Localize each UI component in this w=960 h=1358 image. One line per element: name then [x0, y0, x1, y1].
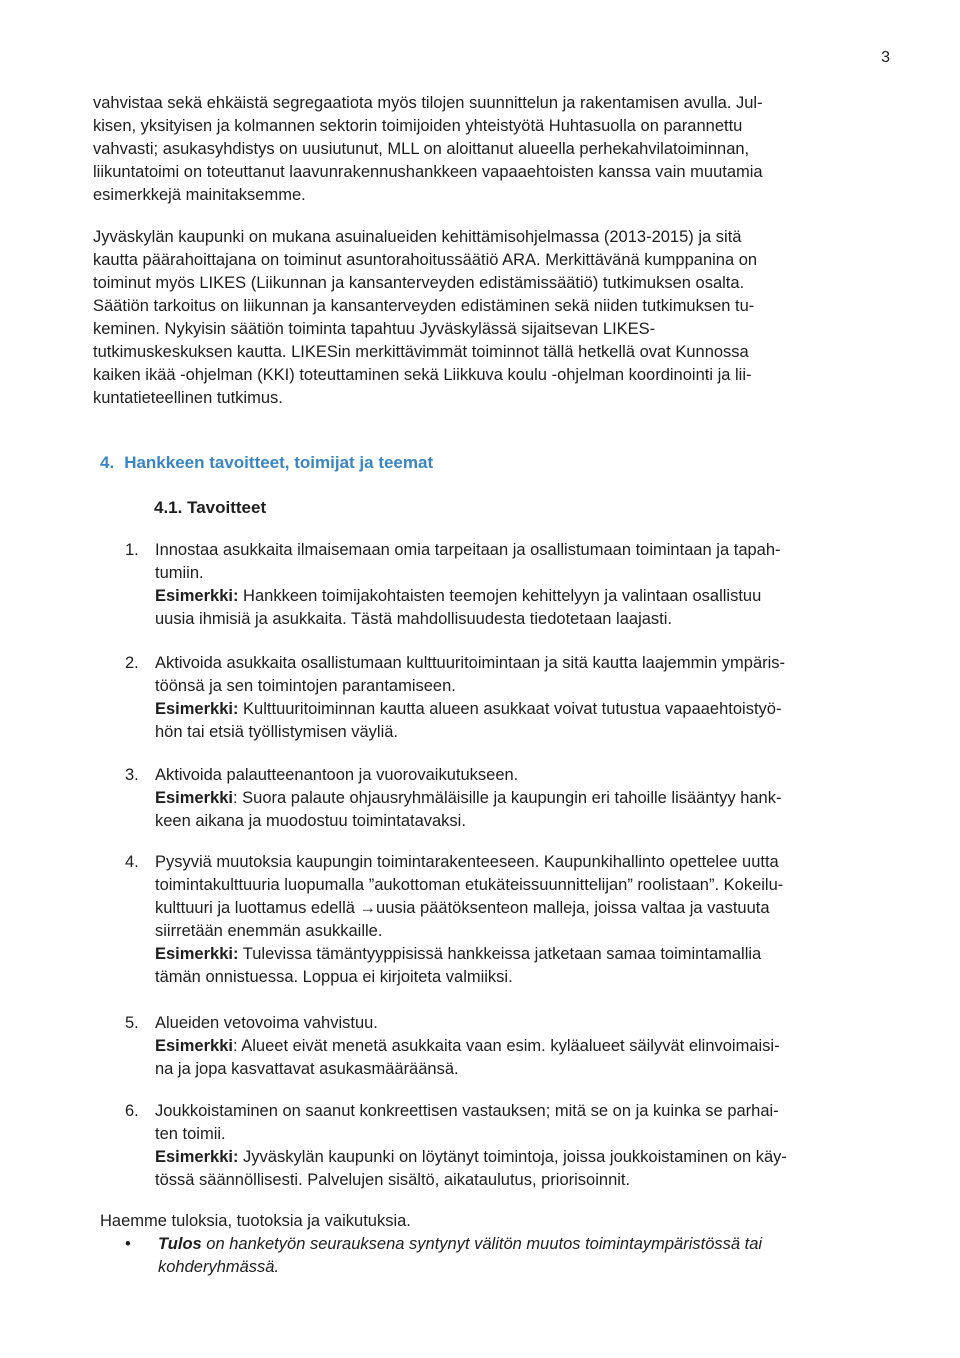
goal-number: 6. — [125, 1102, 139, 1120]
jyvaskyla-paragraph — [93, 226, 883, 410]
text-line: esimerkkejä mainitaksemme. — [93, 186, 306, 204]
goal-number: 2. — [125, 654, 139, 672]
goal-number: 5. — [125, 1014, 139, 1032]
text-line: kautta päärahoittajana on toiminut asuntorahoitussäätiö ARA. Merkittävänä kumppanina on — [93, 251, 758, 269]
goal-body — [155, 1012, 895, 1081]
bullet-line — [158, 1233, 885, 1256]
example-text: Hankkeen toimijakohtaisten teemojen kehittelyyn ja valintaan osallistuu — [238, 587, 762, 605]
section-title: Hankkeen tavoitteet, toimijat ja teemat — [124, 453, 434, 472]
text-line: keminen. Nykyisin säätiön toiminta tapahtuu Jyväskylässä sijaitsevan LIKES- — [93, 320, 656, 338]
goal-number: 4. — [125, 853, 139, 871]
example-line — [155, 787, 895, 810]
example-line — [155, 943, 895, 966]
goal-item — [125, 539, 895, 631]
goal-body — [155, 764, 895, 833]
page-number: 3 — [881, 49, 890, 66]
example-line — [155, 585, 895, 608]
example-label: Esimerkki: — [155, 700, 239, 718]
text-line: Jyväskylän kaupunki on mukana asuinalueiden kehittämisohjelmassa (2013-2015) ja sitä — [93, 228, 742, 246]
text-line: kisen, yksityisen ja kolmannen sektorin toimijoiden yhteistyötä Huhtasuolla on parannettu — [93, 117, 743, 135]
goal-text-line: Innostaa asukkaita ilmaisemaan omia tarpeitaan ja osallistumaan toimintaan ja tapah- — [155, 541, 781, 559]
results-intro: Haemme tuloksia, tuotoksia ja vaikutuksia. — [100, 1212, 411, 1230]
goal-text-line: Aktivoida asukkaita osallistumaan kulttuuritoimintaan ja sitä kautta laajemmin ympäris- — [155, 654, 786, 672]
goal-body — [155, 539, 895, 631]
bullet-item — [125, 1233, 885, 1279]
example-text: Jyväskylän kaupunki on löytänyt toimintoja, joissa joukkoistaminen on käy- — [238, 1148, 787, 1166]
goal-text-line: Joukkoistaminen on saanut konkreettisen vastauksen; mitä se on ja kuinka se parhai- — [155, 1102, 779, 1120]
example-text-line: na ja jopa kasvattavat asukasmääräänsä. — [155, 1060, 459, 1078]
example-label: Esimerkki: — [155, 945, 239, 963]
section-heading — [100, 451, 433, 474]
example-text: : Suora palaute ohjausryhmäläisille ja kaupungin eri tahoille lisääntyy hank- — [232, 789, 782, 807]
text-line: vahvistaa sekä ehkäistä segregaatiota myös tilojen suunnittelun ja rakentamisen avulla. Jul- — [93, 94, 763, 112]
example-text-line: tössä säännöllisesti. Palvelujen sisältö, aikataulutus, priorisoinnit. — [155, 1171, 631, 1189]
text-line: kaiken ikää -ohjelman (KKI) toteuttaminen sekä Liikkuva koulu -ohjelman koordinointi ja lii- — [93, 366, 752, 384]
goal-text-line: ten toimii. — [155, 1125, 226, 1143]
goal-body — [155, 652, 895, 744]
bullet-text: on hanketyön seurauksena syntynyt välitön muutos toimintaympäristössä tai — [201, 1235, 763, 1253]
bullet-term: Tulos — [158, 1235, 202, 1253]
example-label: Esimerkki — [155, 1037, 233, 1055]
example-text-line: uusia ihmisiä ja asukkaita. Tästä mahdollisuudesta tiedotetaan laajasti. — [155, 610, 672, 628]
section-number: 4. — [100, 453, 115, 472]
example-text: : Alueet eivät menetä asukkaita vaan esim. kyläalueet säilyvät elinvoimaisi- — [232, 1037, 780, 1055]
example-label: Esimerkki: — [155, 1148, 239, 1166]
example-line — [155, 698, 895, 721]
example-text-line: keen aikana ja muodostuu toimintatavaksi. — [155, 812, 466, 830]
goal-text-line: Aktivoida palautteenantoon ja vuorovaikutukseen. — [155, 766, 519, 784]
example-line — [155, 1035, 895, 1058]
bullet-icon: • — [125, 1235, 131, 1253]
text-line: vahvasti; asukasyhdistys on uusiutunut, MLL on aloittanut alueella perhekahvilatoiminnan, — [93, 140, 750, 158]
goal-number: 3. — [125, 766, 139, 784]
goal-text-line: Pysyviä muutoksia kaupungin toimintarakenteeseen. Kaupunkihallinto opettelee uutta — [155, 853, 779, 871]
text-line: toiminut myös LIKES (Liikunnan ja kansanterveyden edistämissäätiö) tutkimuksen osalta. — [93, 274, 745, 292]
intro-paragraph — [93, 92, 883, 207]
goal-item — [125, 1012, 895, 1081]
goal-body — [155, 851, 895, 989]
goal-item — [125, 652, 895, 744]
example-label: Esimerkki: — [155, 587, 239, 605]
goal-text-line: siirretään enemmän asukkaille. — [155, 922, 383, 940]
goal-text-line: Alueiden vetovoima vahvistuu. — [155, 1014, 378, 1032]
example-text-line: hön tai etsiä työllistymisen väyliä. — [155, 723, 399, 741]
subsection-heading: 4.1. Tavoitteet — [154, 498, 267, 517]
goal-item — [125, 851, 895, 989]
goal-text-line: tumiin. — [155, 564, 204, 582]
bullet-body — [158, 1233, 885, 1279]
text-line: liikuntatoimi on toteuttanut laavunrakennushankkeen vapaaehtoisten kanssa vain muutamia — [93, 163, 763, 181]
goal-number: 1. — [125, 541, 139, 559]
example-text: Tulevissa tämäntyyppisissä hankkeissa jatketaan samaa toimintamallia — [238, 945, 762, 963]
goal-text-line: töönsä ja sen toimintojen parantamiseen. — [155, 677, 456, 695]
example-text-line: tämän onnistuessa. Loppua ei kirjoiteta valmiiksi. — [155, 968, 513, 986]
example-line — [155, 1146, 895, 1169]
text-line: kuntatieteellinen tutkimus. — [93, 389, 283, 407]
example-text: Kulttuuritoiminnan kautta alueen asukkaat voivat tutustua vapaaehtoistyö- — [238, 700, 782, 718]
bullet-text-line: kohderyhmässä. — [158, 1258, 280, 1276]
example-label: Esimerkki — [155, 789, 233, 807]
goal-body — [155, 1100, 895, 1192]
goal-item — [125, 764, 895, 833]
goal-text-line: toimintakulttuuria luopumalla ”aukottoman etukäteissuunnittelijan” roolistaan”. Kokeilu- — [155, 876, 784, 894]
text-line: Säätiön tarkoitus on liikunnan ja kansanterveyden edistäminen sekä niiden tutkimuksen tu- — [93, 297, 755, 315]
goal-item — [125, 1100, 895, 1192]
goal-text-line: kulttuuri ja luottamus edellä →uusia päätöksenteon malleja, joissa valtaa ja vastuuta — [155, 899, 770, 917]
text-line: tutkimuskeskuksen kautta. LIKESin merkittävimmät toiminnot tällä hetkellä ovat Kunnossa — [93, 343, 749, 361]
